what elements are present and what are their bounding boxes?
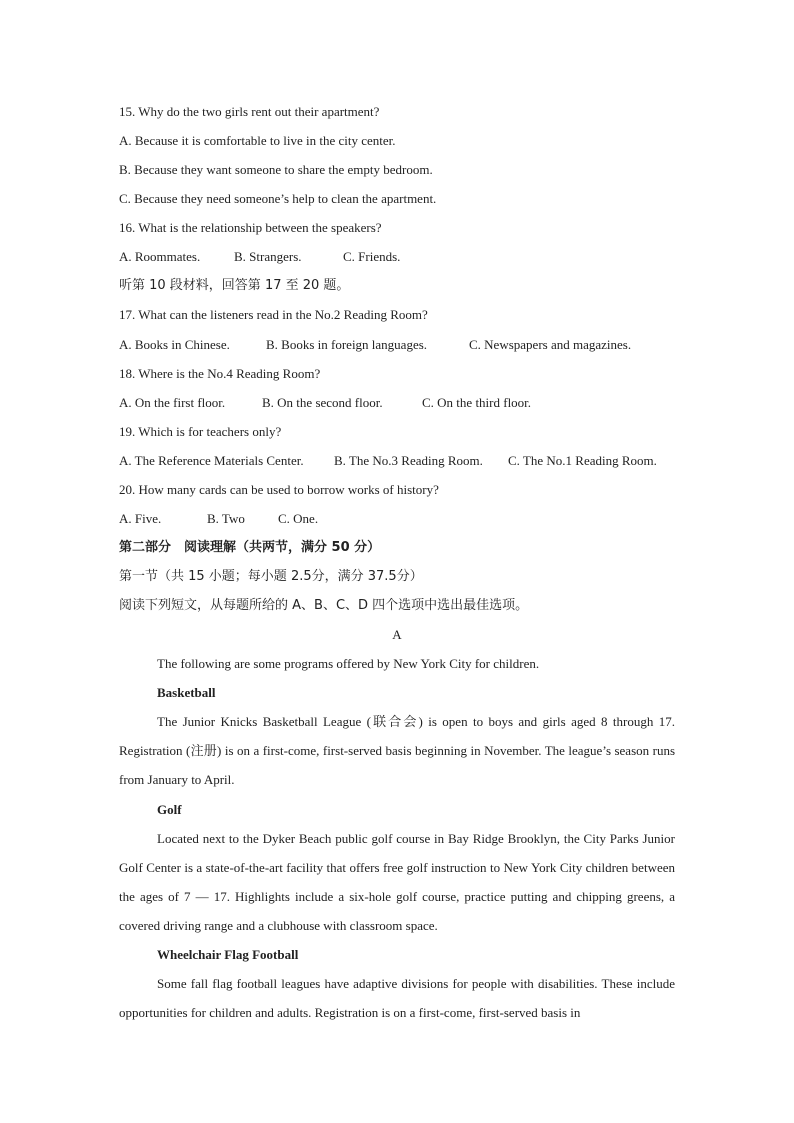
golf-paragraph <box>119 824 675 940</box>
question-19-option-a: A. The Reference Materials Center. <box>119 453 304 468</box>
question-16-stem: 16. What is the relationship between the speakers? <box>119 220 382 235</box>
passage-label: A <box>392 627 402 642</box>
question-19-option-b: B. The No.3 Reading Room. <box>334 453 483 468</box>
question-16-option-b: B. Strangers. <box>234 249 302 264</box>
wheelchair-football-heading: Wheelchair Flag Football <box>157 947 299 962</box>
question-20-option-a: A. Five. <box>119 511 162 526</box>
basketball-paragraph <box>119 707 675 794</box>
question-18-options <box>119 395 675 411</box>
question-15-option-a: A. Because it is comfortable to live in the city center. <box>119 133 396 148</box>
question-18-stem: 18. Where is the No.4 Reading Room? <box>119 366 321 381</box>
wheelchair-football-text: Some fall flag football leagues have adaptive divisions for people with disabilities. These include opportunities for children and adults. Registration is on a first-come, first-served basis in <box>119 976 675 1020</box>
question-18-option-c: C. On the third floor. <box>422 395 532 410</box>
question-17-option-c: C. Newspapers and magazines. <box>469 337 632 352</box>
question-20-option-b: B. Two <box>207 511 245 526</box>
question-17-option-a: A. Books in Chinese. <box>119 337 230 352</box>
basketball-text: The Junior Knicks Basketball League (联合会) is open to boys and girls aged 8 through 17. Registration (注册) is on a first-come, first-served basis beginning in November. The league’s season runs from January to April. <box>119 714 675 787</box>
question-16-option-a: A. Roommates. <box>119 249 201 264</box>
question-16-option-c: C. Friends. <box>343 249 401 264</box>
question-19-stem: 19. Which is for teachers only? <box>119 424 282 439</box>
part-2-title: 第二部分 阅读理解（共两节，满分 50 分） <box>119 540 381 555</box>
question-19-option-c: C. The No.1 Reading Room. <box>508 453 657 468</box>
question-20-stem: 20. How many cards can be used to borrow works of history? <box>119 482 439 497</box>
golf-heading: Golf <box>157 802 182 817</box>
question-15-stem: 15. Why do the two girls rent out their apartment? <box>119 104 380 119</box>
question-20-options <box>119 511 675 527</box>
question-19-options <box>119 453 675 469</box>
question-18-option-a: A. On the first floor. <box>119 395 226 410</box>
section-1-title: 第一节（共 15 小题；每小题 2.5分，满分 37.5分） <box>119 569 423 584</box>
question-17-options <box>119 337 675 353</box>
wheelchair-football-paragraph <box>119 969 675 1027</box>
question-18-option-b: B. On the second floor. <box>262 395 383 410</box>
question-15-option-c: C. Because they need someone’s help to clean the apartment. <box>119 191 437 206</box>
basketball-heading: Basketball <box>157 685 216 700</box>
question-17-stem: 17. What can the listeners read in the No.2 Reading Room? <box>119 307 428 322</box>
golf-text: Located next to the Dyker Beach public golf course in Bay Ridge Brooklyn, the City Parks Junior Golf Center is a state-of-the-art facility that offers free golf instruction to New York City children between the ages of 7 — 17. Highlights include a six-hole golf course, practice putting and chipping greens, a covered driving range and a clubhouse with classroom space. <box>119 831 675 933</box>
question-16-options <box>119 249 675 265</box>
question-17-option-b: B. Books in foreign languages. <box>266 337 428 352</box>
question-20-option-c: C. One. <box>278 511 319 526</box>
section-1-instruction: 阅读下列短文，从每题所给的 A、B、C、D 四个选项中选出最佳选项。 <box>119 598 529 613</box>
passage-intro: The following are some programs offered by New York City for children. <box>157 656 540 671</box>
question-15-option-b: B. Because they want someone to share the empty bedroom. <box>119 162 433 177</box>
listening-instruction: 听第 10 段材料，回答第 17 至 20 题。 <box>119 278 350 293</box>
